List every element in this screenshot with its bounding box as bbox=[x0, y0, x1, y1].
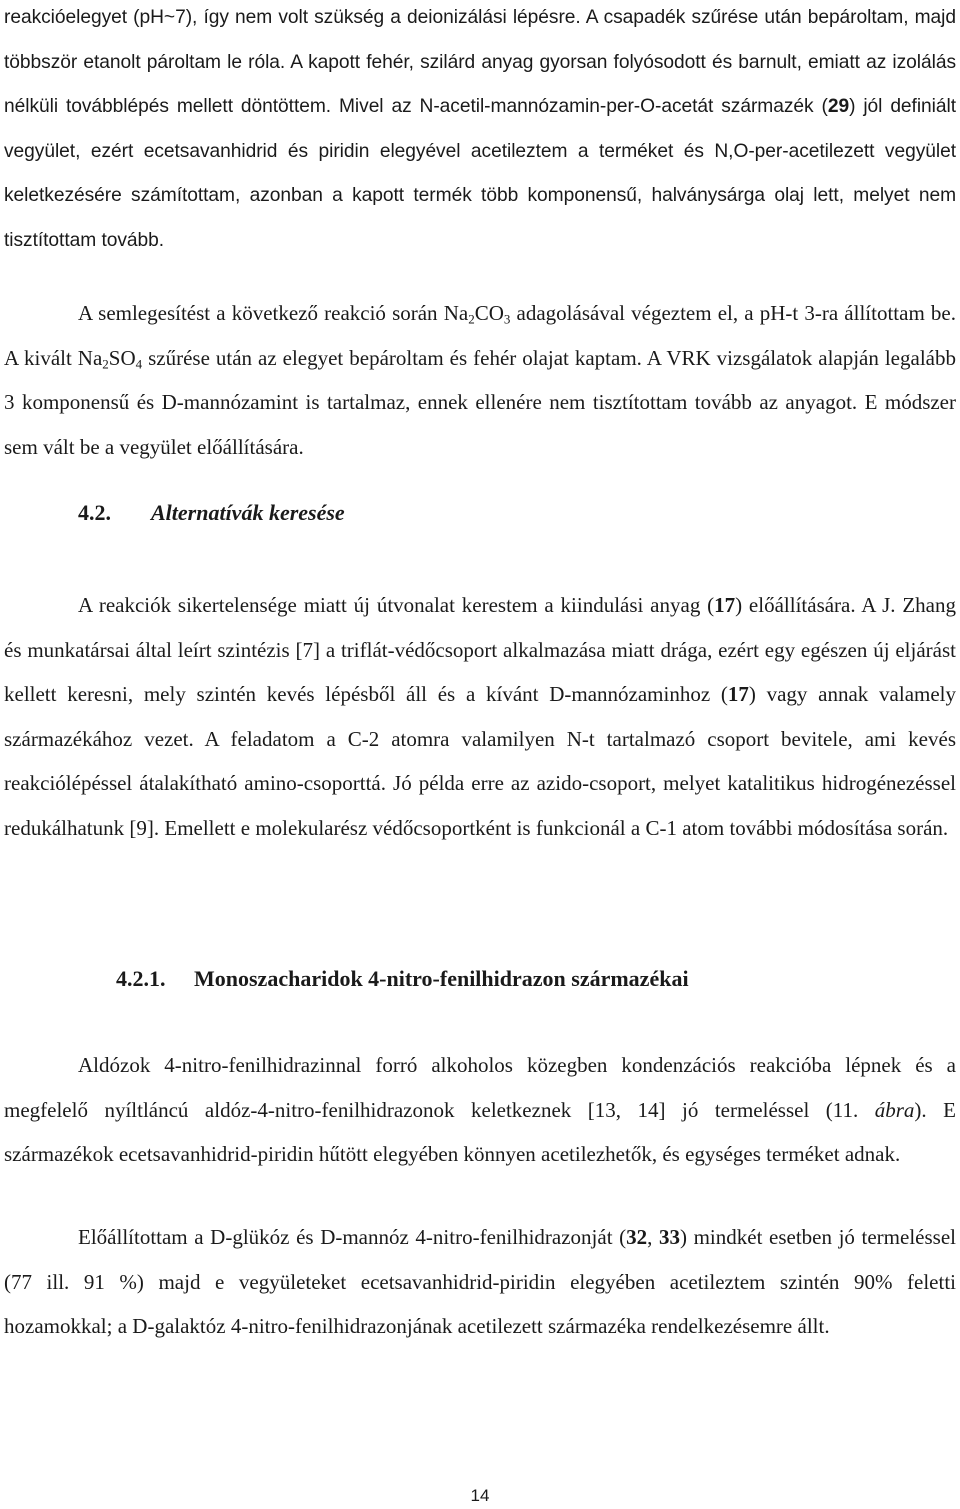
section-number: 4.2.1. bbox=[116, 966, 166, 991]
subscript: 2 bbox=[102, 355, 109, 371]
compound-number: 29 bbox=[827, 96, 850, 117]
paragraph-acetylation-result bbox=[4, 0, 956, 263]
text-segment: A semlegesítést a következő reakció során Na bbox=[78, 301, 469, 325]
text-segment: ) előállítására. A J. Zhang és munkatársai által leírt szintézis [7] a triflát-védőcsoport alkalmazása miatt drága, ezért egy egészen új eljárást kellett keresni, mely szintén kevés lépésből áll és a kívánt D-mannózaminhoz ( bbox=[4, 593, 956, 706]
figure-reference: ábra bbox=[874, 1097, 915, 1122]
text-segment: reakcióelegyet (pH~7), így nem volt szükség a deionizálási lépésre. A csapadék szűrése után bepároltam, majd többször etanolt pároltam le róla. A kapott fehér, szilárd anyag gyorsan folyósodott és barnult, emiatt az izolálás nélküli továbblépés mellett döntöttem. Mivel az N-acetil-mannózamin-per-O-acetát származék ( bbox=[4, 7, 956, 117]
text-segment: ) vagy annak valamely származékához vezet. A feladatom a C-2 atomra valamilyen N-t tartalmazó csoport bevitele, ami kevés reakciólépéssel átalakítható amino-csoporttá. Jó példa erre az azido-csoport, melyet katalitikus hidrogénezéssel redukálhatunk [9]. Emellett e molekularész védőcsoportként is funkcionál a C-1 atom további módosítása során. bbox=[4, 682, 956, 840]
section-title: Alternatívák keresése bbox=[151, 500, 345, 525]
paragraph-alternatives bbox=[4, 583, 956, 850]
text-segment: A reakciók sikertelensége miatt új útvonalat kerestem a kiindulási anyag ( bbox=[78, 593, 715, 617]
text-segment: Előállítottam a D-glükóz és D-mannóz 4-nitro-fenilhidrazonját ( bbox=[78, 1225, 627, 1249]
compound-number: 33 bbox=[658, 1225, 680, 1249]
page-number: 14 bbox=[470, 1486, 490, 1505]
text-segment: adagolásával végeztem el, a pH-t 3-ra állítottam be. A kivált Na bbox=[4, 301, 956, 370]
text-segment: SO bbox=[108, 345, 136, 370]
subscript: 2 bbox=[468, 311, 475, 327]
paragraph-neutralization bbox=[4, 291, 956, 469]
subscript: 4 bbox=[135, 355, 143, 371]
subscript: 3 bbox=[503, 311, 511, 327]
paragraph-aldoses bbox=[4, 1043, 956, 1177]
section-title: Monoszacharidok 4-nitro-fenilhidrazon származékai bbox=[194, 966, 689, 991]
paragraph-hydrazones bbox=[4, 1215, 956, 1349]
text-segment: , bbox=[647, 1225, 659, 1249]
section-heading-4-2 bbox=[78, 500, 345, 526]
text-segment: Aldózok 4-nitro-fenilhidrazinnal forró alkoholos közegben kondenzációs reakcióba lépnek és a megfelelő nyíltláncú aldóz-4-nitro-fenilhidrazonok keletkeznek [13, 14] jó termeléssel (11. bbox=[4, 1053, 956, 1122]
text-segment: ) jól definiált vegyület, ezért ecetsavanhidrid és piridin elegyével acetileztem a terméket és N,O-per-acetilezett vegyület keletkezésére számítottam, azonban a kapott termék több komponensű, halványsárga olaj lett, melyet nem tisztítottam tovább. bbox=[4, 96, 956, 251]
text-segment: szűrése után az elegyet bepároltam és fehér olajat kaptam. A VRK vizsgálatok alapján legalább 3 komponensű és D-mannózamint is tartalmaz, ennek ellenére nem tisztítottam tovább az anyagot. E módszer sem vált be a vegyület előállítására. bbox=[4, 345, 956, 459]
text-segment: ). E származékok ecetsavanhidrid-piridin hűtött elegyében könnyen acetilezhetők, és egységes terméket adnak. bbox=[4, 1097, 956, 1166]
text-segment: CO bbox=[474, 301, 504, 325]
compound-number: 17 bbox=[714, 593, 736, 617]
text-segment: ) mindkét esetben jó termeléssel (77 ill. 91 %) majd e vegyületeket ecetsavanhidrid-piridin elegyében acetileztem szintén 90% feletti hozamokkal; a D-galaktóz 4-nitro-fenilhidrazonjának acetilezett származéka rendelkezésemre állt. bbox=[4, 1225, 956, 1338]
section-heading-4-2-1 bbox=[116, 966, 689, 992]
compound-number: 32 bbox=[626, 1225, 648, 1249]
section-number: 4.2. bbox=[78, 500, 111, 525]
compound-number: 17 bbox=[727, 682, 749, 706]
